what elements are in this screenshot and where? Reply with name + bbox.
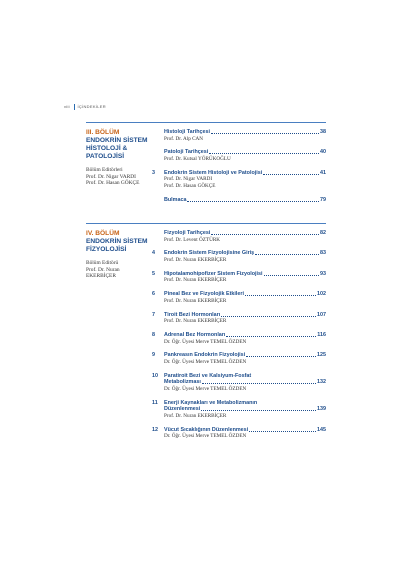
entry-title-cont: Metabolizması <box>164 379 201 386</box>
entry-author: Prof. Dr. Kutsal YÖRÜKOĞLU <box>164 155 231 162</box>
chapter-number: 3 <box>152 169 155 176</box>
entry-page: 40 <box>320 149 326 156</box>
entry-author: Prof. Dr. Nuran EKERBİÇER <box>164 318 227 325</box>
chapter-number: 9 <box>152 352 155 359</box>
entry-author: Prof. Dr. Hasan GÖKÇE <box>164 182 216 189</box>
entry-page: 139 <box>317 406 326 413</box>
entry-author: Prof. Dr. Nuran EKERBİÇER <box>164 277 227 284</box>
entry-author: Prof. Dr. Nigar VARDI <box>164 176 213 183</box>
editor-name: EKERBİÇER <box>86 273 116 280</box>
entry-title: Histoloji Tarihçesi <box>164 129 211 135</box>
entry-page: 82 <box>320 230 326 236</box>
entry-author: Dr. Öğr. Üyesi Merve TEMEL ÖZDEN <box>164 358 247 365</box>
entry-author: Prof. Dr. Nuran EKERBİÇER <box>164 256 227 263</box>
page-header <box>64 104 106 110</box>
section-subtitle-3: PATOLOJİSİ <box>86 153 125 160</box>
entry-title: Vücut Sıcaklığının Düzenlenmesi <box>164 426 249 433</box>
section-iv-heading <box>86 230 152 280</box>
toc-entry[interactable] <box>152 250 326 263</box>
editor-name: Prof. Dr. Nuran <box>86 266 120 273</box>
entry-author: Dr. Öğr. Üyesi Merve TEMEL ÖZDEN <box>164 385 247 392</box>
section-editors <box>86 167 152 187</box>
entry-page: 132 <box>317 379 326 386</box>
entry-page: 102 <box>317 291 326 298</box>
entry-author: Dr. Öğr. Üyesi Merve TEMEL ÖZDEN <box>164 338 247 345</box>
entry-title: Pankreasın Endokrin Fizyolojisi <box>164 352 246 359</box>
chapter-number: 4 <box>152 250 155 257</box>
page-number: viii <box>64 104 70 110</box>
entry-title: Adrenal Bez Hormonları <box>164 331 226 338</box>
section-iii-entries <box>152 129 326 211</box>
section-subtitle-1: ENDOKRİN SİSTEM <box>86 137 148 144</box>
entry-author: Prof. Dr. Nuran EKERBİÇER <box>164 297 227 304</box>
section-title: III. BÖLÜM <box>86 129 120 136</box>
toc-entry[interactable] <box>152 372 326 393</box>
entry-page: 145 <box>317 426 326 433</box>
entry-author: Prof. Dr. Alp CAN <box>164 135 204 142</box>
chapter-number: 10 <box>152 372 158 379</box>
entry-page: 41 <box>320 169 326 176</box>
editor-name: Prof. Dr. Hasan GÖKÇE <box>86 180 140 187</box>
entry-title: Tiroit Bezi Hormonları <box>164 311 221 318</box>
toc-entry[interactable] <box>164 149 326 162</box>
editors-label: Bölüm Editörleri <box>86 167 123 173</box>
entry-page: 38 <box>320 129 326 135</box>
section-editors <box>86 260 152 280</box>
entry-title: Hipotalamohipofizer Sistem Fizyolojisi <box>164 270 263 277</box>
chapter-number: 12 <box>152 426 158 433</box>
header-divider <box>74 104 75 110</box>
section-iii <box>86 122 326 222</box>
editors-label: Bölüm Editörü <box>86 260 119 266</box>
section-title: IV. BÖLÜM <box>86 230 120 237</box>
entry-title: Paratiroit Bezi ve Kalsiyum-Fosfat <box>164 372 252 379</box>
entry-page: 125 <box>317 352 326 359</box>
entry-page: 83 <box>320 250 326 257</box>
chapter-number: 11 <box>152 399 158 406</box>
section-rule <box>86 122 326 123</box>
toc-entry[interactable] <box>152 291 326 304</box>
header-title: İÇİNDEKİLER <box>77 104 106 110</box>
entry-page: 107 <box>317 311 326 318</box>
section-rule <box>86 223 326 224</box>
chapter-number: 6 <box>152 291 155 298</box>
section-subtitle-2: HİSTOLOJİ & <box>86 145 128 152</box>
toc-entry[interactable] <box>152 311 326 325</box>
toc-entry[interactable] <box>164 129 326 142</box>
entry-author: Prof. Dr. Nuran EKERBİÇER <box>164 412 227 419</box>
entry-title: Patoloji Tarihçesi <box>164 149 209 156</box>
entry-title: Endokrin Sistem Histoloji ve Patolojisi <box>164 169 263 176</box>
toc-entry[interactable] <box>152 399 326 420</box>
entry-title-cont: Düzenlenmesi <box>164 406 201 413</box>
chapter-number: 7 <box>152 311 155 318</box>
entry-title: Fizyoloji Tarihçesi <box>164 230 211 236</box>
entry-page: 79 <box>320 196 326 203</box>
toc-entry[interactable] <box>152 426 326 440</box>
section-iii-heading <box>86 129 152 187</box>
section-iv-entries <box>152 230 326 447</box>
chapter-number: 8 <box>152 331 155 338</box>
toc-entry[interactable] <box>152 352 326 365</box>
toc-entry[interactable] <box>164 230 326 243</box>
entry-title: Endokrin Sistem Fizyolojisine Giriş <box>164 250 255 257</box>
toc-entry[interactable] <box>152 270 326 284</box>
section-iv <box>86 223 326 473</box>
section-subtitle-1: ENDOKRİN SİSTEM <box>86 238 148 245</box>
entry-title: Enerji Kaynakları ve Metabolizmanın <box>164 399 258 406</box>
entry-author: Dr. Öğr. Üyesi Merve TEMEL ÖZDEN <box>164 433 247 440</box>
entry-author: Prof. Dr. Levent ÖZTÜRK <box>164 236 221 243</box>
toc-entry[interactable] <box>164 197 326 204</box>
entry-title: Bulmaca <box>164 196 187 203</box>
editor-name: Prof. Dr. Nigar VARDI <box>86 173 136 180</box>
entry-page: 93 <box>320 270 326 277</box>
entry-page: 116 <box>317 331 326 338</box>
toc-entry[interactable] <box>152 169 326 189</box>
chapter-number: 5 <box>152 270 155 277</box>
toc-entry[interactable] <box>152 331 326 345</box>
section-subtitle-2: FİZYOLOJİSİ <box>86 246 127 253</box>
entry-title: Pineal Bez ve Fizyolojik Etkileri <box>164 291 244 298</box>
